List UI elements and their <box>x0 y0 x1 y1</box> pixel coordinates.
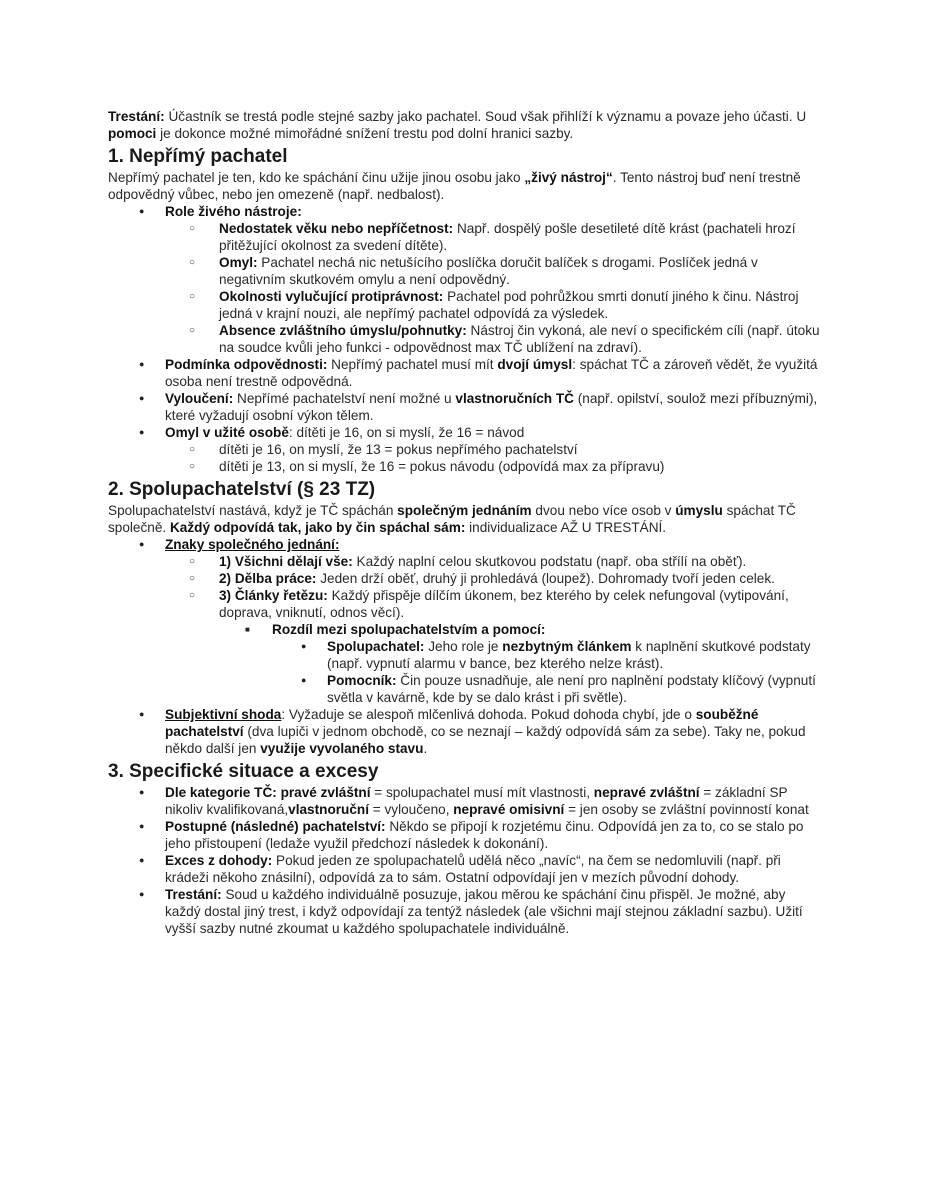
category-label: Dle kategorie TČ: <box>165 785 277 800</box>
category-bold: nepravé omisivní <box>453 802 565 817</box>
list-item <box>165 852 823 886</box>
signs-label: Znaky společného jednání: <box>165 537 340 552</box>
intro-text-end: je dokonce možné mimořádné snížení trestu pod dolní hranici sazby. <box>156 126 574 141</box>
role-label: Absence zvláštního úmyslu/pohnutky: <box>219 323 467 338</box>
s2-bold: úmyslu <box>675 503 723 518</box>
sequential-text: Někdo se připojí k rozjetému činu. Odpovídá jen za to, co se stalo po jeho přistoupení (ledaže využil předchozí následek k dokonání). <box>165 819 804 851</box>
error-list <box>165 441 823 475</box>
exclusion-text-end: (např. opilství, soulož mezi příbuznými), které vyžadují osobní výkon tělem. <box>165 391 818 423</box>
subjective-label: Subjektivní shoda <box>165 707 282 722</box>
list-item <box>219 587 823 706</box>
category-bold: nepravé zvláštní <box>593 785 700 800</box>
s2-bold: Každý odpovídá tak, jako by čin spáchal sám: <box>169 520 466 535</box>
s1-text: Nepřímý pachatel je ten, kdo ke spáchání činu užije jinou osobu jako <box>108 170 525 185</box>
list-item <box>327 638 823 672</box>
role-label: Nedostatek věku nebo nepříčetnost: <box>219 221 454 236</box>
intro-label: Trestání: <box>108 109 165 124</box>
accomplice-label: Spolupachatel: <box>327 639 425 654</box>
accomplice-bold: nezbytným článkem <box>502 639 632 654</box>
helper-text: Čin pouze usnadňuje, ale není pro naplnění podstaty klíčový (vypnutí světla v kavárně, kde by se dalo krást i při světle). <box>327 673 816 705</box>
category-text: = spolupachatel musí mít vlastnosti, <box>370 785 594 800</box>
role-label: Okolnosti vylučující protiprávnost: <box>219 289 444 304</box>
s2-text-end: individualizace AŽ U TRESTÁNÍ. <box>465 520 667 535</box>
list-item <box>165 390 823 424</box>
section-3-list <box>108 784 823 937</box>
section-2-list <box>108 536 823 757</box>
list-item <box>165 818 823 852</box>
category-text: = vyloučeno, <box>368 802 454 817</box>
list-item <box>219 220 823 254</box>
sign-text: Každý naplní celou skutkovou podstatu (např. oba střílí na oběť). <box>352 554 747 569</box>
accomplice-text-end: k naplnění skutkové podstaty (např. vypnutí alarmu v bance, bez kterého nelze krást). <box>327 639 811 671</box>
list-item <box>219 553 823 570</box>
category-bold: vlastnoruční <box>288 802 369 817</box>
accomplice-text: Jeho role je <box>424 639 503 654</box>
section-1-heading: 1. Nepřímý pachatel <box>108 146 288 167</box>
exclusion-label: Vyloučení: <box>165 391 234 406</box>
category-bold: pravé zvláštní <box>276 785 371 800</box>
condition-text-end: : spáchat TČ a zároveň vědět, že využitá osoba není trestně odpovědná. <box>165 357 818 389</box>
list-item <box>219 288 823 322</box>
subjective-text: (dva lupiči v jednom obchodě, co se neznají – každý odpovídá sám za sebe). Taky ne, pokud někdo další jen <box>165 724 806 756</box>
list-item: ○ dítěti je 13, on si myslí, že 16 = pokus návodu (odpovídá max za přípravu) <box>219 458 823 475</box>
difference-label: Rozdíl mezi spolupachatelstvím a pomocí: <box>272 622 546 637</box>
roles-label: Role živého nástroje: <box>165 204 302 219</box>
punishment-label: Trestání: <box>165 887 222 902</box>
role-text: Pachatel pod pohrůžkou smrti donutí jiného k činu. Nástroj jedná v krajní nouzi, ale nepřímý pachatel odpovídá za výsledek. <box>219 289 799 321</box>
role-label: Omyl: <box>219 255 258 270</box>
sign-label: 3) Články řetězu: <box>219 588 328 603</box>
section-2-heading: 2. Spolupachatelství (§ 23 TZ) <box>108 479 376 500</box>
signs-list <box>165 553 823 706</box>
list-item <box>165 424 823 475</box>
list-item <box>219 570 823 587</box>
s2-text: Spolupachatelství nastává, když je TČ spáchán <box>108 503 398 518</box>
intro-text: Účastník se trestá podle stejné sazby jako pachatel. Soud však přihlíží k významu a povaze jeho účasti. U <box>164 109 807 124</box>
excess-label: Exces z dohody: <box>165 853 273 868</box>
list-item <box>165 886 823 937</box>
condition-label: Podmínka odpovědnosti: <box>165 357 328 372</box>
list-item <box>219 254 823 288</box>
list-item <box>165 784 823 818</box>
excess-text: Pokud jeden ze spolupachatelů udělá něco „navíc“, na čem se nedomluvili (např. při krádeži někoho znásilní), odpovídá za to sám. Ostatní odpovídají jen v mezích původní dohody. <box>165 853 781 885</box>
category-text: = základní SP nikoliv kvalifikovaná, <box>165 785 788 817</box>
s1-bold: „živý nástroj“ <box>524 170 613 185</box>
sign-label: 2) Dělba práce: <box>219 571 317 586</box>
punishment-text: Soud u každého individuálně posuzuje, jakou měrou ke spáchání činu přispěl. Je možné, aby každý dostal jiný trest, i když odpovídají za tentýž následek (ale všichni mají stejnou základní sazbu). Užití vyšší sazby nutné zkoumat u každého spolupachatele individuálně. <box>165 887 803 936</box>
section-1-list <box>108 203 823 475</box>
condition-bold: dvojí úmysl <box>497 357 573 372</box>
subjective-bold: využije vyvolaného stavu <box>260 741 424 756</box>
list-item <box>165 356 823 390</box>
intro-bold: pomoci <box>108 126 157 141</box>
list-item <box>165 203 823 356</box>
subjective-bold: souběžné pachatelství <box>165 707 759 739</box>
difference-list <box>219 621 823 706</box>
role-text: Nástroj čin vykoná, ale neví o specifickém cíli (např. útoku na soudce kvůli jeho funkci - odpovědnost max TČ ublížení na zdraví). <box>219 323 820 355</box>
difference-sublist <box>272 638 823 706</box>
list-item <box>219 322 823 356</box>
sign-text: Každý přispěje dílčím úkonem, bez kterého by celek nefungoval (vytipování, doprava, vniknutí, odnos věcí). <box>219 588 789 620</box>
subjective-text: : Vyžaduje se alespoň mlčenlivá dohoda. Pokud dohoda chybí, jde o <box>281 707 696 722</box>
list-item <box>272 621 823 706</box>
s1-text-end: . Tento nástroj buď není trestně odpovědný vůbec, nebo jen omezeně (např. nedbalost). <box>108 170 801 202</box>
error-label: Omyl v užité osobě <box>165 425 289 440</box>
s2-text: spáchat TČ společně. <box>108 503 796 535</box>
condition-text: Nepřímý pachatel musí mít <box>327 357 498 372</box>
exclusion-text: Nepřímé pachatelství není možné u <box>233 391 456 406</box>
document-page <box>108 108 823 937</box>
exclusion-bold: vlastnoručních TČ <box>455 391 574 406</box>
list-item <box>327 672 823 706</box>
list-item <box>165 706 823 757</box>
subjective-text-end: . <box>423 741 428 756</box>
role-text: Pachatel nechá nic netušícího poslíčka doručit balíček s drogami. Poslíček jedná v negativním skutkovém omylu a není odpovědný. <box>219 255 758 287</box>
s2-bold: společným jednáním <box>397 503 532 518</box>
sequential-label: Postupné (následné) pachatelství: <box>165 819 386 834</box>
role-text: Např. dospělý pošle desetileté dítě krást (pachateli hrozí přitěžující okolnost za svedení dítěte). <box>219 221 796 253</box>
list-item <box>165 536 823 706</box>
sign-label: 1) Všichni dělají vše: <box>219 554 353 569</box>
list-item: ○ dítěti je 16, on myslí, že 13 = pokus nepřímého pachatelství <box>219 441 823 458</box>
category-text-end: = jen osoby se zvláštní povinností konat <box>564 802 809 817</box>
roles-list <box>165 220 823 356</box>
intro-paragraph <box>108 108 823 142</box>
sign-text: Jeden drží oběť, druhý ji prohledává (loupež). Dohromady tvoří jeden celek. <box>316 571 775 586</box>
s2-text: dvou nebo více osob v <box>531 503 676 518</box>
helper-label: Pomocník: <box>327 673 397 688</box>
section-1-paragraph <box>108 169 823 203</box>
section-3-heading: 3. Specifické situace a excesy <box>108 761 379 782</box>
error-text: : dítěti je 16, on si myslí, že 16 = návod <box>288 425 525 440</box>
section-2-paragraph <box>108 502 823 536</box>
